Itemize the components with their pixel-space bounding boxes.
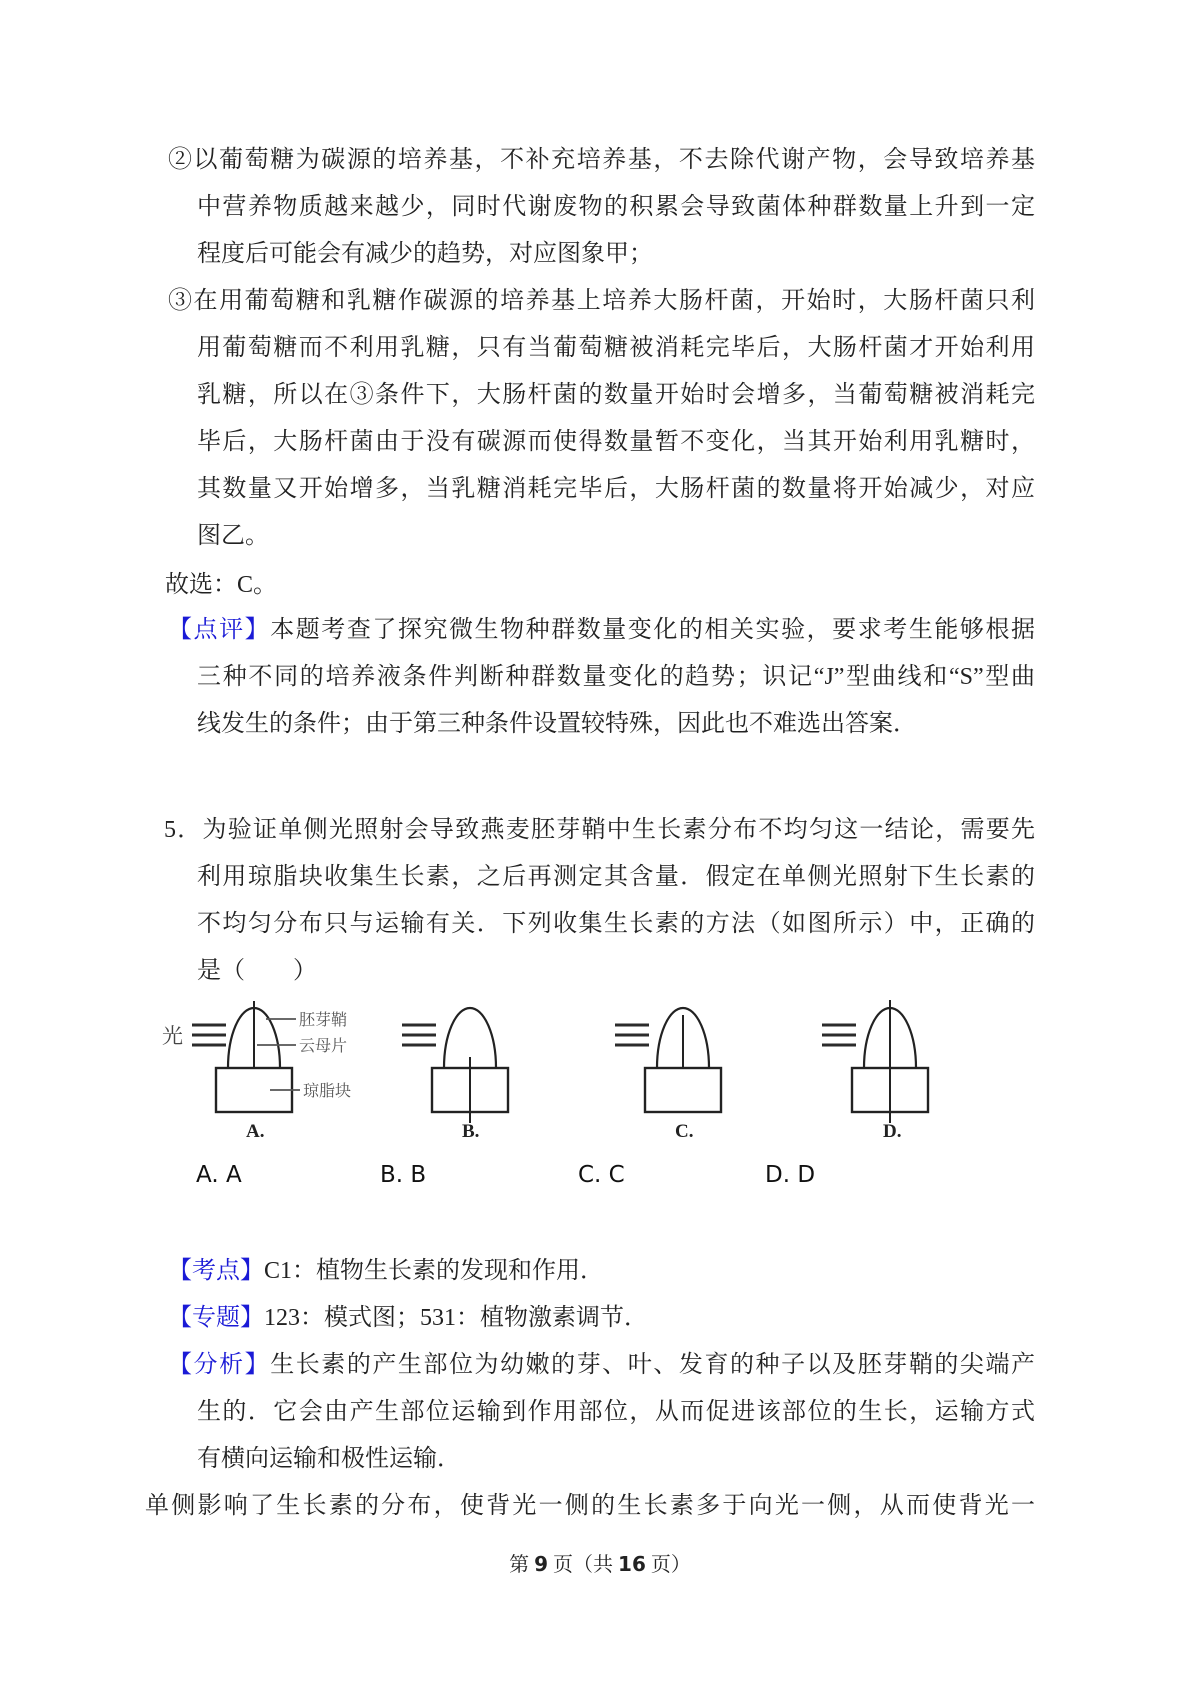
coleoptile-diagrams	[150, 995, 970, 1147]
footer-suffix: 页）	[645, 1554, 691, 1576]
text-line: ②以葡萄糖为碳源的培养基，不补充培养基，不去除代谢产物，会导致培养基	[168, 147, 1035, 173]
footer-page-number: 9	[534, 1552, 549, 1576]
option-a: A. A	[196, 1162, 242, 1188]
footer-prefix: 第	[509, 1554, 535, 1576]
option-c: C. C	[578, 1162, 625, 1188]
light-rays-icon	[615, 1025, 649, 1045]
figure-caption-d: D.	[883, 1121, 902, 1142]
text-line: 三种不同的培养液条件判断种群数量变化的趋势；识记“J”型曲线和“S”型曲	[197, 664, 1035, 690]
kaodian-label: 【考点】	[168, 1258, 264, 1284]
comment-label: 【点评】	[168, 617, 271, 643]
figure-caption-b: B.	[462, 1121, 480, 1142]
mica-label: 云母片	[299, 1038, 348, 1055]
diagram-c	[615, 1008, 721, 1142]
light-rays-icon	[192, 1025, 226, 1045]
agar-label: 琼脂块	[303, 1083, 352, 1100]
coleoptile-label: 胚芽鞘	[299, 1012, 348, 1029]
zhuanti-label: 【专题】	[168, 1305, 264, 1331]
light-rays-icon	[822, 1025, 856, 1045]
text-line: 其数量又开始增多，当乳糖消耗完毕后，大肠杆菌的数量将开始减少，对应	[197, 476, 1035, 502]
fenxi-line	[168, 1350, 1035, 1380]
text-line: 毕后，大肠杆菌由于没有碳源而使得数量暂不变化，当其开始利用乳糖时，	[197, 429, 1035, 455]
option-b: B. B	[380, 1162, 427, 1188]
figure-caption-a: A.	[246, 1121, 265, 1142]
text-line: 图乙。	[197, 523, 269, 549]
kaodian-text: C1：植物生长素的发现和作用．	[264, 1258, 605, 1284]
question-line: 利用琼脂块收集生长素，之后再测定其含量．假定在单侧光照射下生长素的	[197, 864, 1035, 890]
question-line: 是（ ）	[197, 958, 317, 984]
text-line: 有横向运输和极性运输．	[197, 1446, 461, 1472]
diagram-b	[402, 1008, 508, 1142]
text-line: 单侧影响了生长素的分布，使背光一侧的生长素多于向光一侧，从而使背光一	[145, 1493, 1035, 1519]
diagram-d	[822, 1000, 928, 1142]
text-line: 中营养物质越来越少，同时代谢废物的积累会导致菌体种群数量上升到一定	[197, 194, 1035, 220]
text-line: 生的．它会由产生部位运输到作用部位，从而促进该部位的生长，运输方式	[197, 1399, 1035, 1425]
diagram-a	[162, 1001, 351, 1142]
answer-conclusion: 故选：C。	[165, 572, 278, 598]
question-line: 5．为验证单侧光照射会导致燕麦胚芽鞘中生长素分布不均匀这一结论，需要先	[164, 817, 1035, 843]
fenxi-text: 生长素的产生部位为幼嫩的芽、叶、发育的种子以及胚芽鞘的尖端产	[270, 1352, 1036, 1378]
light-label: 光	[162, 1024, 183, 1048]
footer-total-pages: 16	[618, 1552, 646, 1576]
option-d: D. D	[765, 1162, 816, 1188]
text-line: 乳糖，所以在③条件下，大肠杆菌的数量开始时会增多，当葡萄糖被消耗完	[197, 382, 1035, 408]
comment-line	[168, 615, 1035, 645]
zhuanti-text: 123：模式图；531：植物激素调节．	[264, 1305, 648, 1331]
text-line: 用葡萄糖而不利用乳糖，只有当葡萄糖被消耗完毕后，大肠杆菌才开始利用	[197, 335, 1035, 361]
kaodian-line	[168, 1256, 604, 1286]
light-rays-icon	[402, 1025, 436, 1045]
footer-mid: 页（共	[548, 1554, 619, 1576]
text-line: 程度后可能会有减少的趋势，对应图象甲；	[197, 241, 653, 267]
fenxi-label: 【分析】	[168, 1352, 271, 1378]
question-figure	[150, 995, 970, 1147]
text-line: ③在用葡萄糖和乳糖作碳源的培养基上培养大肠杆菌，开始时，大肠杆菌只利	[168, 288, 1035, 314]
comment-text: 本题考查了探究微生物种群数量变化的相关实验，要求考生能够根据	[270, 617, 1036, 643]
figure-caption-c: C.	[675, 1121, 694, 1142]
zhuanti-line	[168, 1303, 648, 1333]
agar-block-shape	[645, 1068, 721, 1112]
question-line: 不均匀分布只与运输有关．下列收集生长素的方法（如图所示）中，正确的	[197, 911, 1035, 937]
page-footer	[0, 1548, 1200, 1577]
text-line: 线发生的条件；由于第三种条件设置较特殊，因此也不难选出答案．	[197, 711, 917, 737]
